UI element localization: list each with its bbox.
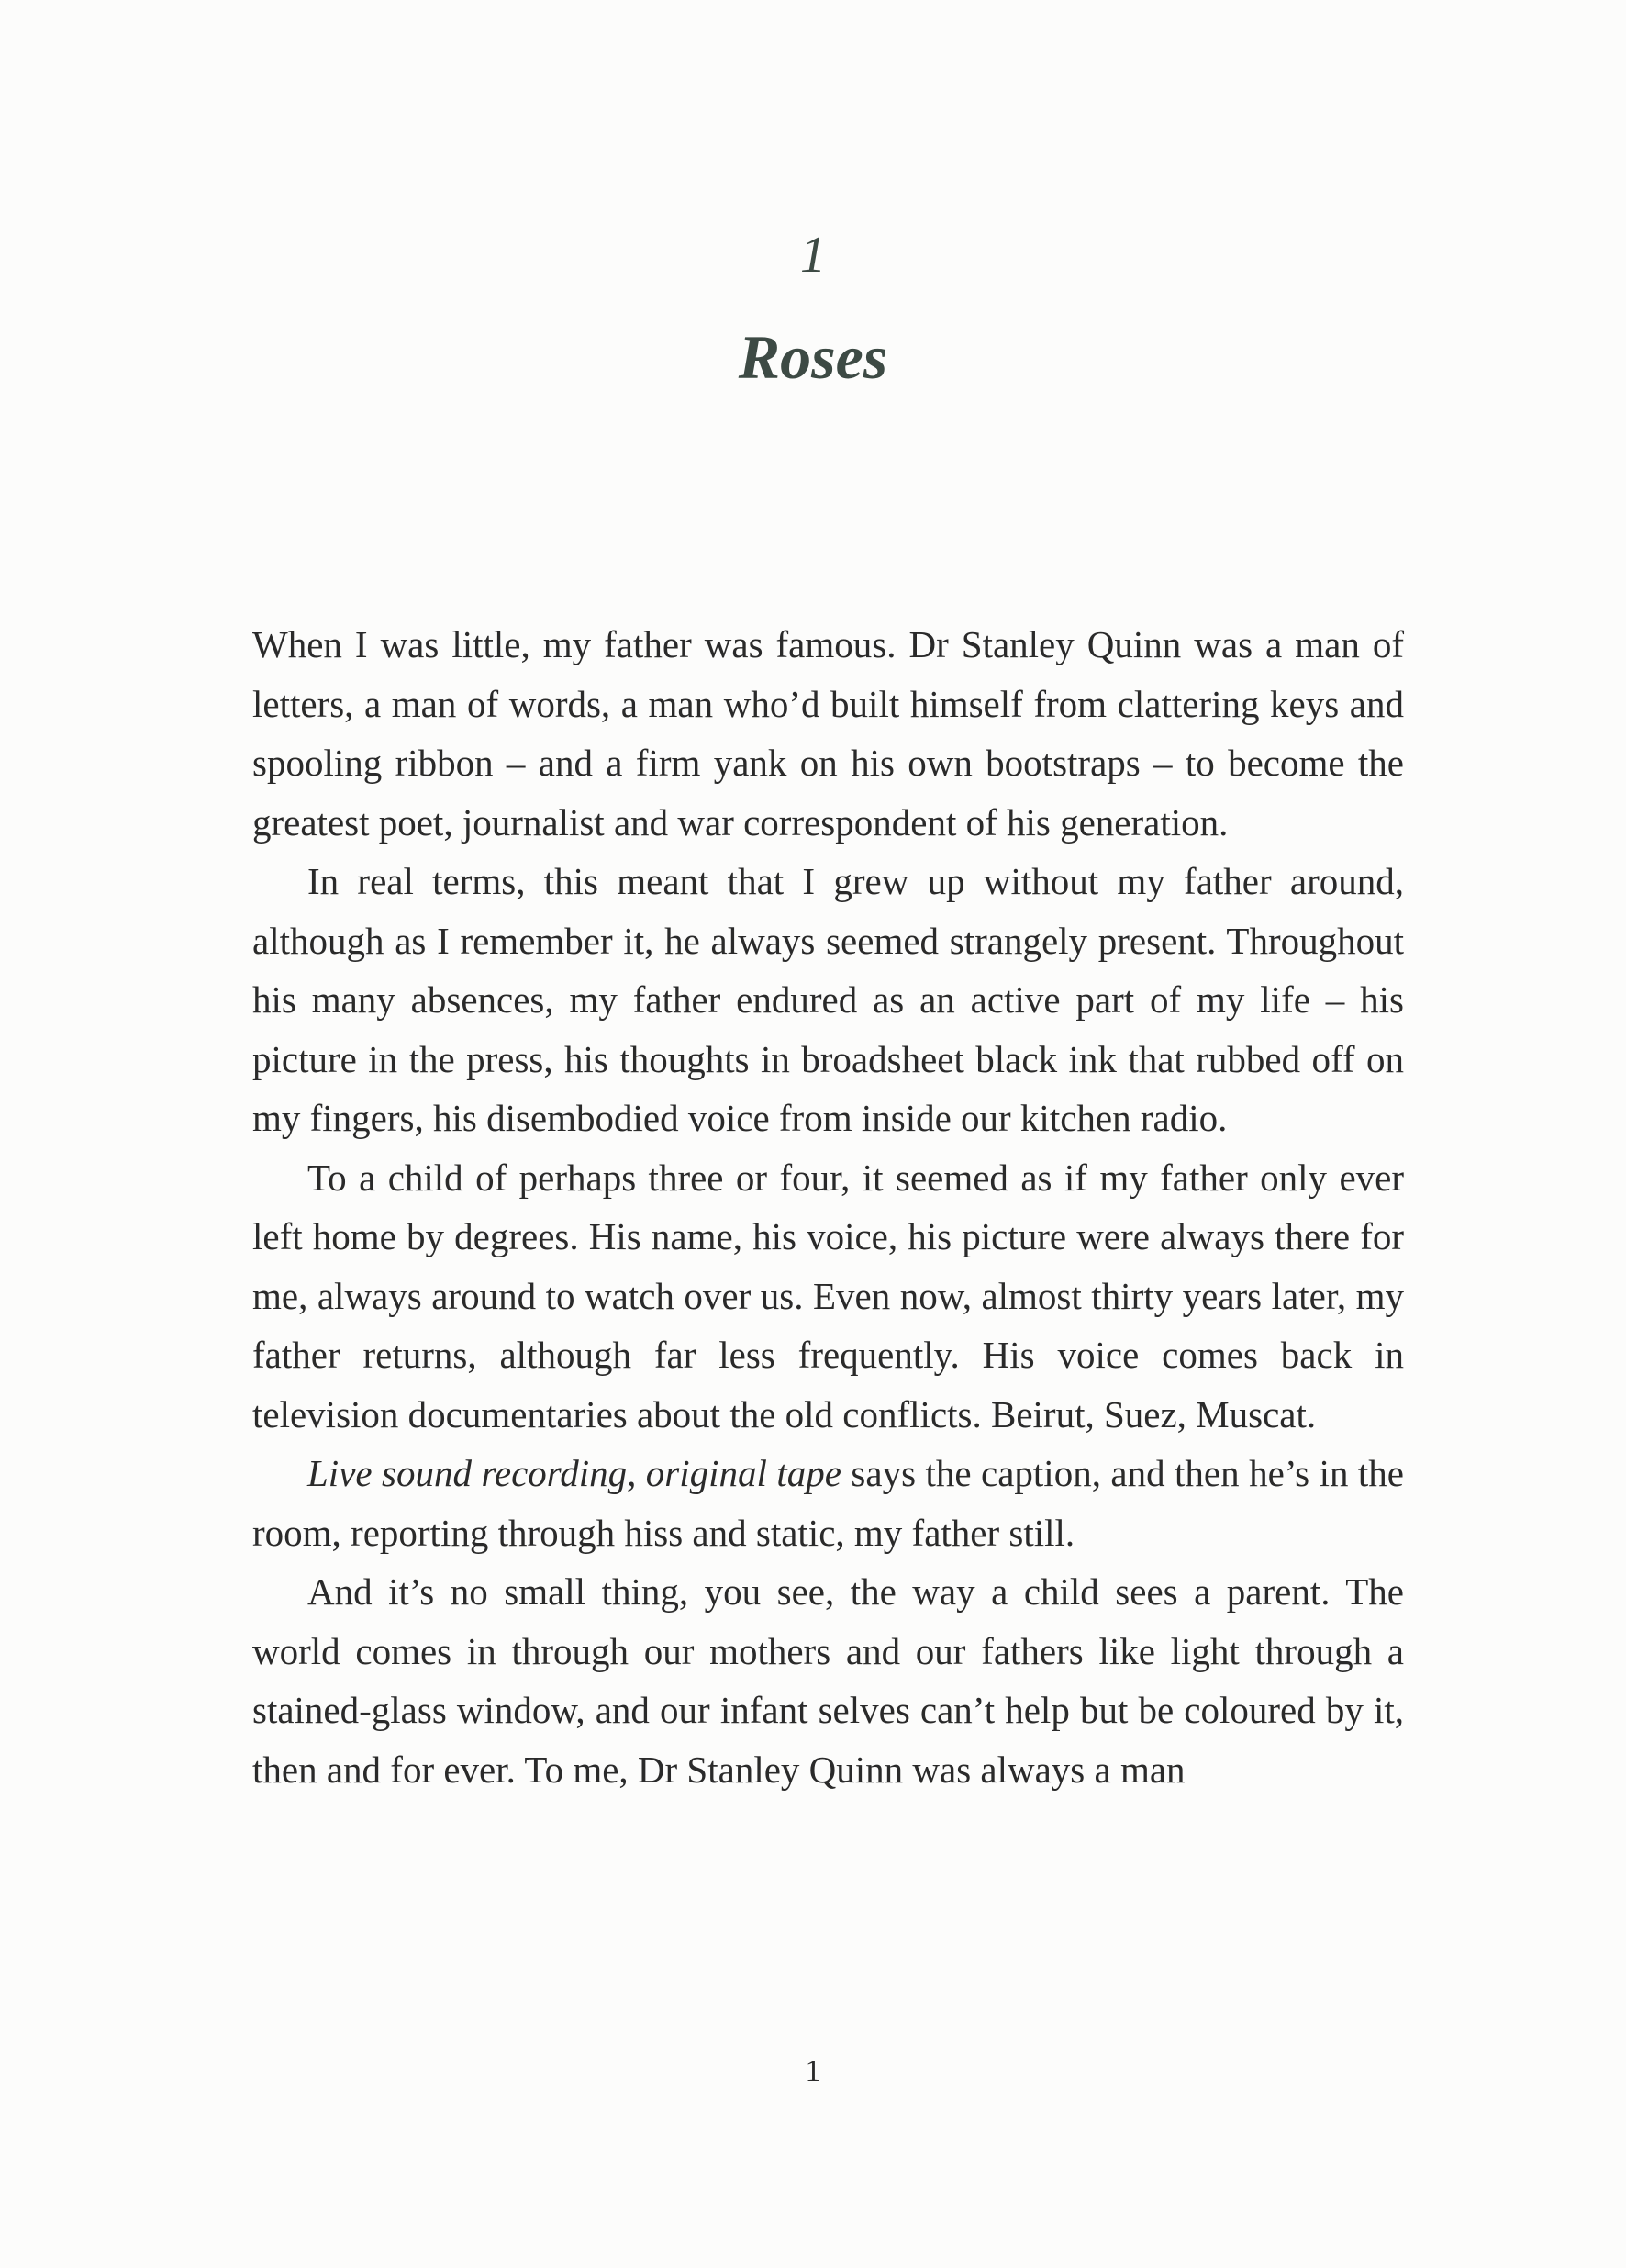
paragraph bbox=[252, 1444, 1404, 1562]
italic-caption: Live sound recording, original tape bbox=[307, 1452, 841, 1494]
paragraph: And it’s no small thing, you see, the way a child sees a parent. The world comes in through our mothers and our fathers like light through a stained-glass window, and our infant selves can’t help but be coloured by it, then and for ever. To me, Dr Stanley Quinn was always a man bbox=[252, 1570, 1404, 1791]
paragraph: To a child of perhaps three or four, it seemed as if my father only ever left home by degrees. His name, his voice, his picture were always there for me, always around to watch over us. Even now, almost thirty years later, my father returns, although far less frequently. His voice comes back in television documentaries about the old conflicts. Beirut, Suez, Muscat. bbox=[252, 1156, 1404, 1436]
chapter-body bbox=[252, 615, 1404, 1799]
page-number: 1 bbox=[805, 2054, 821, 2088]
paragraph-text: says the caption, and then he’s in the room, reporting through hiss and static, my father still. bbox=[252, 1452, 1404, 1554]
paragraph: In real terms, this meant that I grew up without my father around, although as I remember it, he always seemed strangely present. Throughout his many absences, my father endured as an active part of my life – his picture in the press, his thoughts in broadsheet black ink that rubbed off on my fingers, his disembodied voice from inside our kitchen radio. bbox=[252, 860, 1404, 1139]
chapter-number: 1 bbox=[800, 227, 826, 284]
chapter-title: Roses bbox=[738, 322, 888, 392]
paragraph: When I was little, my father was famous. Dr Stanley Quinn was a man of letters, a man of words, a man who’d built himself from clattering keys and spooling ribbon – and a firm yank on his own bootstraps – to become the greatest poet, journalist and war correspondent of his generation. bbox=[252, 623, 1404, 844]
